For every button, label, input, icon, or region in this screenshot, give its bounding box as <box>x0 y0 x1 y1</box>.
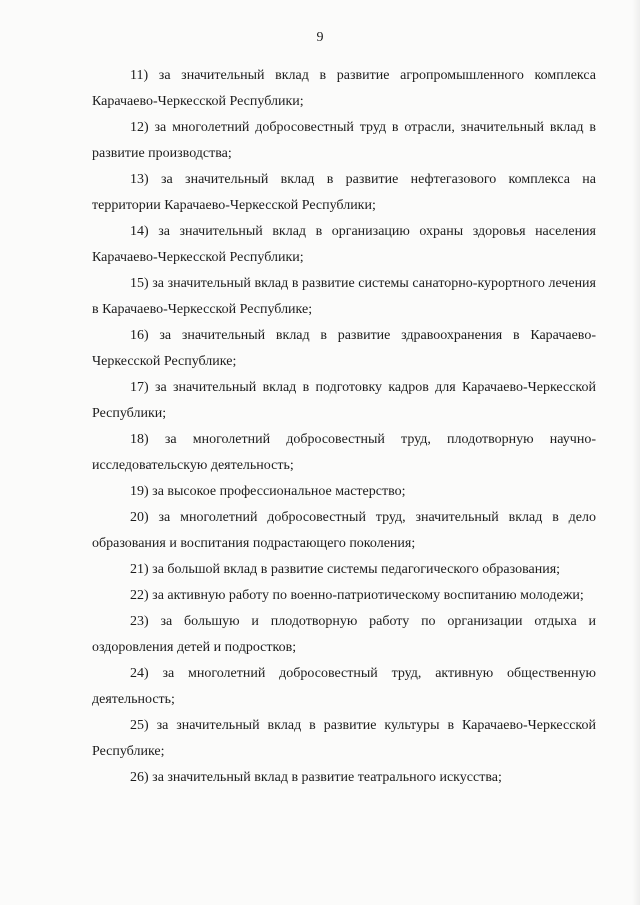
list-item: 17) за значительный вклад в подготовку кадров для Карачаево-Черкесской Республики; <box>92 380 596 421</box>
list-item: 19) за высокое профессиональное мастерство; <box>130 484 406 499</box>
list-item: 14) за значительный вклад в организацию охраны здоровья населения Карачаево-Черкесской Республики; <box>92 224 596 265</box>
scan-edge-shadow <box>632 0 640 905</box>
list-item: 20) за многолетний добросовестный труд, значительный вклад в дело образования и воспитания подрастающего поколения; <box>92 510 596 551</box>
list-item: 11) за значительный вклад в развитие агропромышленного комплекса Карачаево-Черкесской Республики; <box>92 68 596 109</box>
list-item: 13) за значительный вклад в развитие нефтегазового комплекса на территории Карачаево-Черкесской Республики; <box>92 172 596 213</box>
list-item: 12) за многолетний добросовестный труд в отрасли, значительный вклад в развитие производства; <box>92 120 596 161</box>
list-item: 16) за значительный вклад в развитие здравоохранения в Карачаево-Черкесской Республике; <box>92 328 596 369</box>
list-item: 18) за многолетний добросовестный труд, плодотворную научно-исследовательскую деятельность; <box>92 432 596 473</box>
list-item: 25) за значительный вклад в развитие культуры в Карачаево-Черкесской Республике; <box>92 718 596 759</box>
list-item: 22) за активную работу по военно-патриотическому воспитанию молодежи; <box>130 588 584 603</box>
award-criteria-list <box>92 63 596 791</box>
list-item: 24) за многолетний добросовестный труд, активную общественную деятельность; <box>92 666 596 707</box>
list-item: 15) за значительный вклад в развитие системы санаторно-курортного лечения в Карачаево-Черкесской Республике; <box>92 276 596 317</box>
page-number: 9 <box>316 30 324 45</box>
list-item: 21) за большой вклад в развитие системы педагогического образования; <box>130 562 561 577</box>
list-item: 26) за значительный вклад в развитие театрального искусства; <box>130 770 502 785</box>
list-item: 23) за большую и плодотворную работу по организации отдыха и оздоровления детей и подростков; <box>92 614 596 655</box>
